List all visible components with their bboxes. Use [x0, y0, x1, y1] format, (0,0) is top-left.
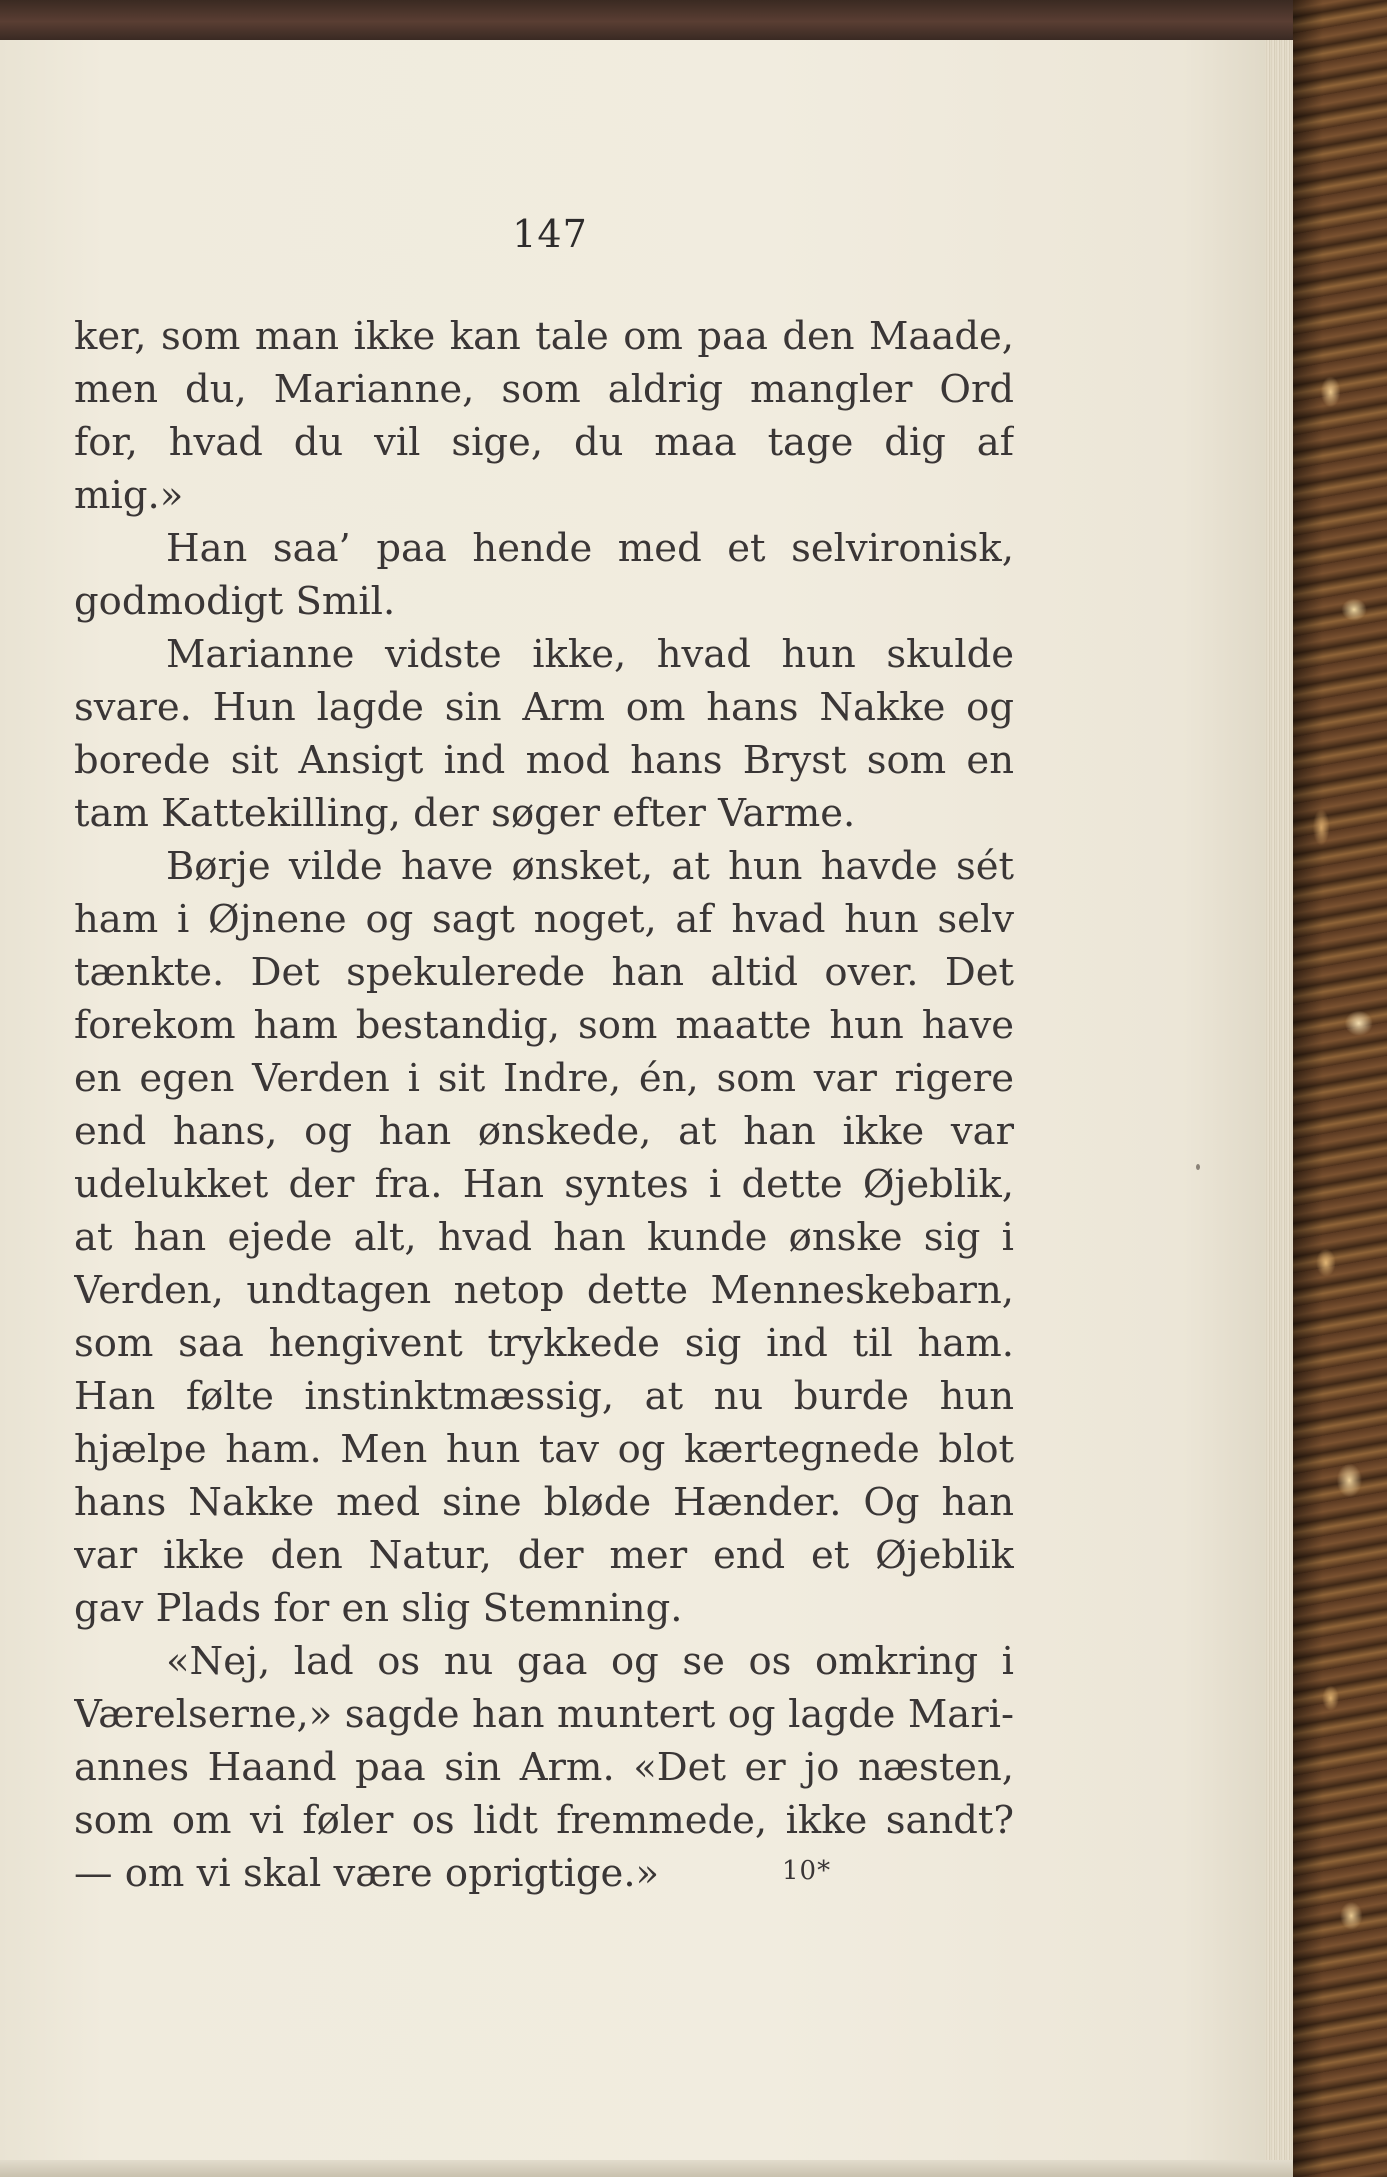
cover-shadow [1293, 0, 1323, 2177]
text-line: «Nej, lad os nu gaa og se os omkring i [166, 1639, 1014, 1684]
text-line: at han ejede alt, hvad han kunde ønske sig i [74, 1215, 1014, 1260]
text-line: som om vi føler os lidt fremmede, ikke sandt? [74, 1798, 1014, 1843]
text-line: mig.» [74, 473, 184, 518]
text-line: Værelserne,» sagde han muntert og lagde Mari- [74, 1692, 1014, 1737]
scan-border-bottom [0, 2160, 1293, 2177]
paper-speck [1196, 1164, 1200, 1170]
signature-mark: 10* [782, 1856, 832, 1886]
page-edge [1265, 40, 1293, 2177]
text-line: en egen Verden i sit Indre, én, som var rigere [74, 1056, 1014, 1101]
text-line: tænkte. Det spekulerede han altid over. Det [74, 950, 1014, 995]
text-line: som saa hengivent trykkede sig ind til ham. [74, 1321, 1014, 1366]
text-line: udelukket der fra. Han syntes i dette Øjeblik, [74, 1162, 1014, 1207]
text-line: hans Nakke med sine bløde Hænder. Og han [74, 1480, 1014, 1525]
text-line: — om vi skal være oprigtige.» [74, 1851, 660, 1896]
text-line: men du, Marianne, som aldrig mangler Ord [74, 367, 1014, 412]
body-text [74, 310, 1014, 1900]
text-line: var ikke den Natur, der mer end et Øjeblik [74, 1533, 1014, 1578]
text-line: godmodigt Smil. [74, 579, 396, 624]
text-line: Børje vilde have ønsket, at hun havde sét [166, 844, 1014, 889]
text-line: tam Kattekilling, der søger efter Varme. [74, 791, 856, 836]
text-line: borede sit Ansigt ind mod hans Bryst som en [74, 738, 1014, 783]
text-line: Verden, undtagen netop dette Menneskebarn, [74, 1268, 1014, 1313]
text-line: Han saa’ paa hende med et selvironisk, [166, 526, 1014, 571]
text-line: svare. Hun lagde sin Arm om hans Nakke og [74, 685, 1014, 730]
text-line: ker, som man ikke kan tale om paa den Maade, [74, 314, 1014, 359]
text-line: gav Plads for en slig Stemning. [74, 1586, 683, 1631]
text-line: end hans, og han ønskede, at han ikke var [74, 1109, 1014, 1154]
text-line: hjælpe ham. Men hun tav og kærtegnede blot [74, 1427, 1014, 1472]
text-line: ham i Øjnene og sagt noget, af hvad hun selv [74, 897, 1014, 942]
page-number: 147 [512, 212, 588, 256]
text-line: Marianne vidste ikke, hvad hun skulde [166, 632, 1014, 677]
text-line: Han følte instinktmæssig, at nu burde hun [74, 1374, 1014, 1419]
text-line: for, hvad du vil sige, du maa tage dig af [74, 420, 1014, 465]
text-line: forekom ham bestandig, som maatte hun have [74, 1003, 1014, 1048]
text-line: annes Haand paa sin Arm. «Det er jo næsten, [74, 1745, 1014, 1790]
